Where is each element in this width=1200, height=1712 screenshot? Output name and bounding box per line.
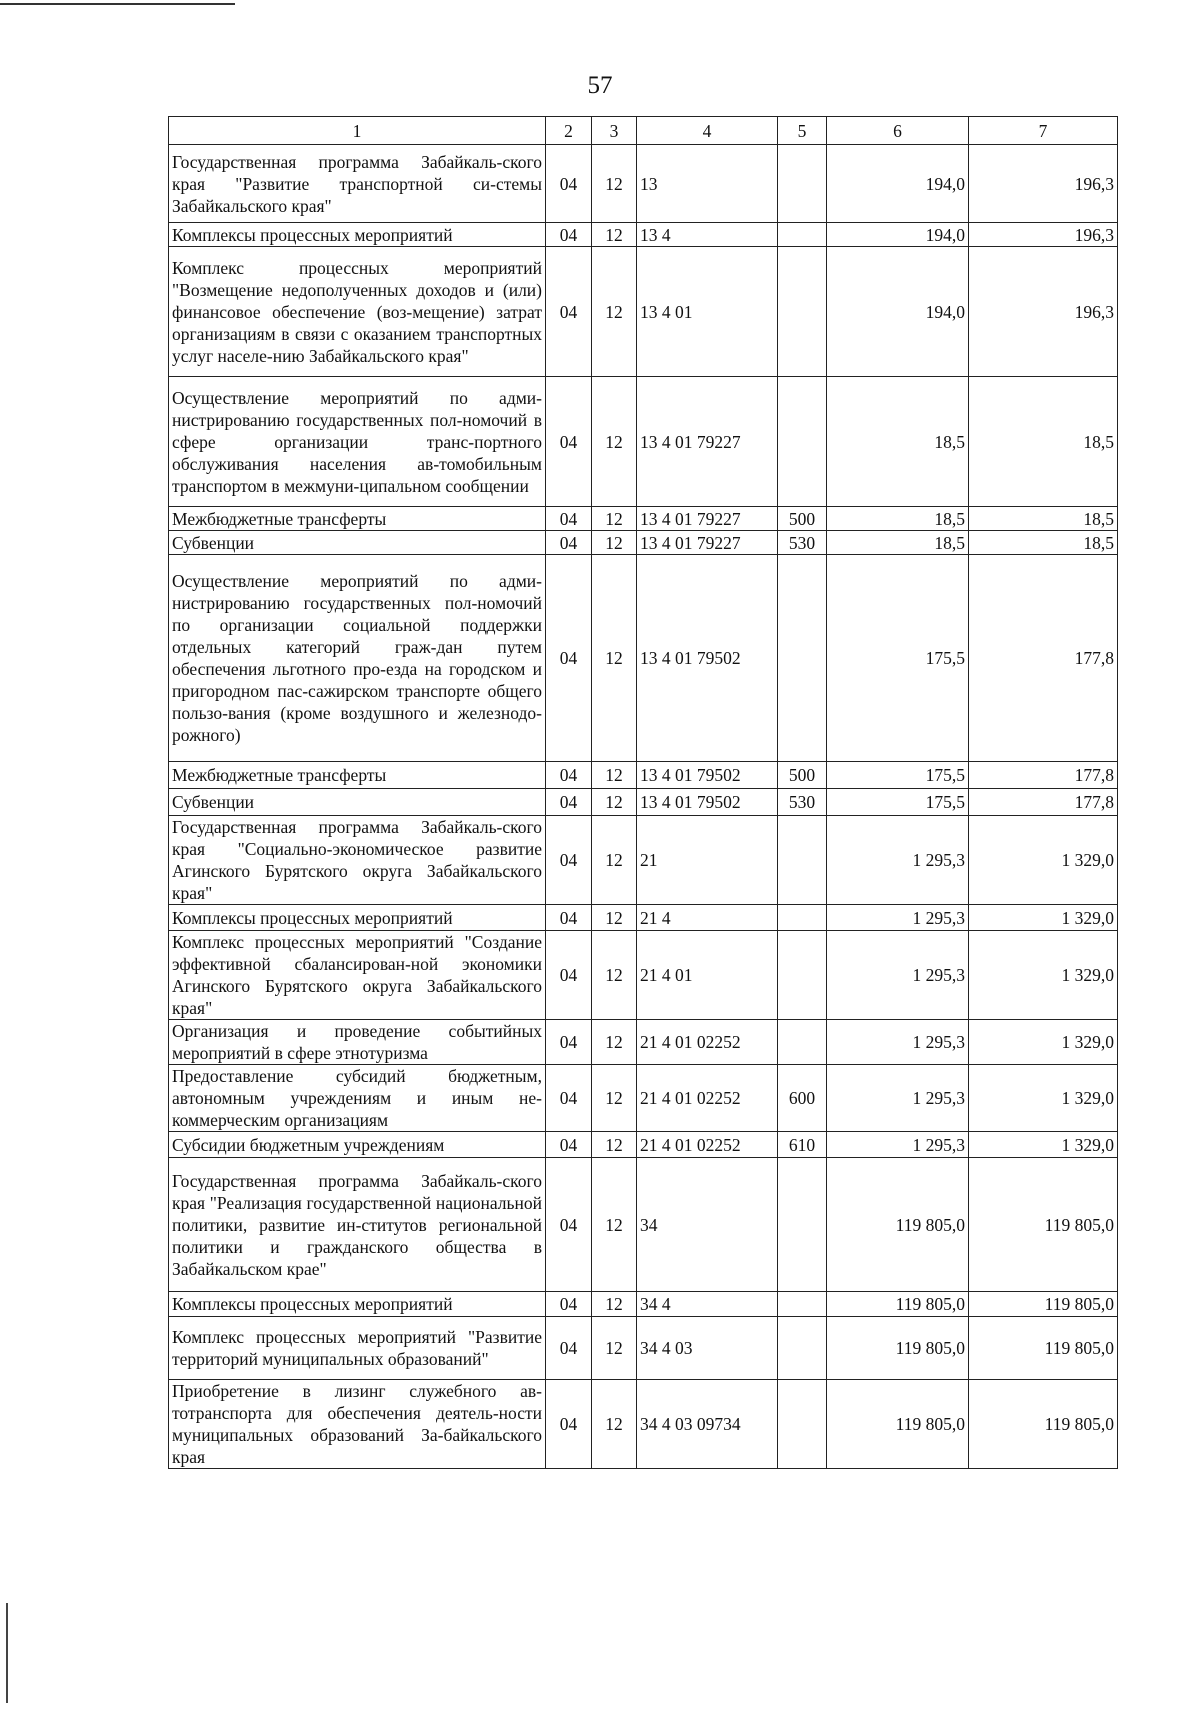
cell-section: 04 bbox=[546, 145, 592, 223]
cell-subsection: 12 bbox=[592, 377, 637, 507]
cell-subsection: 12 bbox=[592, 1132, 637, 1158]
table-row bbox=[169, 905, 1118, 931]
cell-target-code: 13 bbox=[637, 145, 778, 223]
cell-amount-year-2: 196,3 bbox=[969, 223, 1118, 247]
table-row bbox=[169, 377, 1118, 507]
table-row bbox=[169, 1380, 1118, 1469]
cell-expense-type bbox=[778, 1158, 827, 1292]
cell-amount-year-1: 194,0 bbox=[827, 145, 969, 223]
cell-target-code: 21 4 01 02252 bbox=[637, 1132, 778, 1158]
cell-amount-year-1: 175,5 bbox=[827, 555, 969, 762]
cell-section: 04 bbox=[546, 762, 592, 789]
cell-amount-year-2: 119 805,0 bbox=[969, 1158, 1118, 1292]
cell-expense-type bbox=[778, 247, 827, 377]
cell-section: 04 bbox=[546, 905, 592, 931]
cell-subsection: 12 bbox=[592, 1158, 637, 1292]
cell-section: 04 bbox=[546, 377, 592, 507]
table-row bbox=[169, 931, 1118, 1020]
cell-subsection: 12 bbox=[592, 789, 637, 816]
cell-description: Субвенции bbox=[169, 531, 546, 555]
cell-description: Комплекс процессных мероприятий "Создание эффективной сбалансирован-ной экономики Агинского Бурятского округа Забайкальского края" bbox=[169, 931, 546, 1020]
cell-description: Предоставление субсидий бюджетным, автономным учреждениям и иным не-коммерческим организациям bbox=[169, 1065, 546, 1132]
cell-expense-type bbox=[778, 1380, 827, 1469]
header-col-1: 1 bbox=[169, 117, 546, 145]
cell-subsection: 12 bbox=[592, 507, 637, 531]
cell-description: Комплексы процессных мероприятий bbox=[169, 223, 546, 247]
cell-description: Государственная программа Забайкаль-ского края "Социально-экономическое развитие Агинского Бурятского округа Забайкальского края" bbox=[169, 816, 546, 905]
cell-amount-year-2: 177,8 bbox=[969, 762, 1118, 789]
cell-section: 04 bbox=[546, 1132, 592, 1158]
cell-section: 04 bbox=[546, 1292, 592, 1317]
cell-description: Субсидии бюджетным учреждениям bbox=[169, 1132, 546, 1158]
cell-expense-type: 500 bbox=[778, 507, 827, 531]
cell-amount-year-2: 177,8 bbox=[969, 555, 1118, 762]
table-row bbox=[169, 1292, 1118, 1317]
cell-amount-year-2: 1 329,0 bbox=[969, 816, 1118, 905]
cell-section: 04 bbox=[546, 816, 592, 905]
cell-subsection: 12 bbox=[592, 1317, 637, 1380]
table-row bbox=[169, 145, 1118, 223]
cell-subsection: 12 bbox=[592, 247, 637, 377]
table-row bbox=[169, 1020, 1118, 1065]
cell-amount-year-1: 1 295,3 bbox=[827, 1065, 969, 1132]
cell-amount-year-1: 1 295,3 bbox=[827, 931, 969, 1020]
cell-target-code: 13 4 01 79227 bbox=[637, 507, 778, 531]
table-row bbox=[169, 789, 1118, 816]
cell-target-code: 13 4 01 bbox=[637, 247, 778, 377]
cell-target-code: 13 4 01 79502 bbox=[637, 789, 778, 816]
cell-amount-year-2: 177,8 bbox=[969, 789, 1118, 816]
cell-expense-type: 530 bbox=[778, 789, 827, 816]
table-row bbox=[169, 531, 1118, 555]
cell-section: 04 bbox=[546, 1065, 592, 1132]
cell-expense-type bbox=[778, 223, 827, 247]
cell-target-code: 34 4 bbox=[637, 1292, 778, 1317]
cell-expense-type: 500 bbox=[778, 762, 827, 789]
cell-amount-year-1: 18,5 bbox=[827, 531, 969, 555]
header-col-2: 2 bbox=[546, 117, 592, 145]
cell-target-code: 13 4 01 79502 bbox=[637, 762, 778, 789]
cell-amount-year-2: 1 329,0 bbox=[969, 1065, 1118, 1132]
cell-amount-year-1: 194,0 bbox=[827, 247, 969, 377]
cell-expense-type: 530 bbox=[778, 531, 827, 555]
cell-section: 04 bbox=[546, 1380, 592, 1469]
cell-section: 04 bbox=[546, 507, 592, 531]
top-scan-line bbox=[0, 3, 235, 5]
cell-description: Комплекс процессных мероприятий "Возмещение недополученных доходов и (или) финансовое обеспечение (воз-мещение) затрат организациям в связи с оказанием транспортных услуг населе-нию Забайкальского края" bbox=[169, 247, 546, 377]
cell-section: 04 bbox=[546, 1158, 592, 1292]
header-col-6: 6 bbox=[827, 117, 969, 145]
cell-amount-year-2: 196,3 bbox=[969, 145, 1118, 223]
cell-subsection: 12 bbox=[592, 816, 637, 905]
cell-target-code: 13 4 01 79502 bbox=[637, 555, 778, 762]
cell-amount-year-2: 1 329,0 bbox=[969, 1132, 1118, 1158]
table-row bbox=[169, 816, 1118, 905]
cell-subsection: 12 bbox=[592, 223, 637, 247]
cell-description: Комплексы процессных мероприятий bbox=[169, 1292, 546, 1317]
cell-target-code: 34 bbox=[637, 1158, 778, 1292]
cell-expense-type bbox=[778, 816, 827, 905]
cell-subsection: 12 bbox=[592, 1380, 637, 1469]
cell-amount-year-2: 196,3 bbox=[969, 247, 1118, 377]
cell-amount-year-1: 119 805,0 bbox=[827, 1158, 969, 1292]
cell-section: 04 bbox=[546, 789, 592, 816]
cell-subsection: 12 bbox=[592, 905, 637, 931]
table-row bbox=[169, 507, 1118, 531]
table-row bbox=[169, 555, 1118, 762]
cell-target-code: 21 4 01 02252 bbox=[637, 1065, 778, 1132]
header-col-4: 4 bbox=[637, 117, 778, 145]
cell-target-code: 34 4 03 09734 bbox=[637, 1380, 778, 1469]
cell-subsection: 12 bbox=[592, 762, 637, 789]
cell-subsection: 12 bbox=[592, 531, 637, 555]
cell-subsection: 12 bbox=[592, 145, 637, 223]
cell-description: Организация и проведение событийных мероприятий в сфере этнотуризма bbox=[169, 1020, 546, 1065]
cell-amount-year-1: 175,5 bbox=[827, 762, 969, 789]
table-row bbox=[169, 247, 1118, 377]
cell-section: 04 bbox=[546, 1317, 592, 1380]
cell-amount-year-1: 119 805,0 bbox=[827, 1317, 969, 1380]
cell-description: Комплексы процессных мероприятий bbox=[169, 905, 546, 931]
cell-description: Государственная программа Забайкаль-ского края "Развитие транспортной си-стемы Забайкальского края" bbox=[169, 145, 546, 223]
cell-target-code: 13 4 bbox=[637, 223, 778, 247]
page-number: 57 bbox=[587, 72, 613, 99]
cell-amount-year-2: 119 805,0 bbox=[969, 1380, 1118, 1469]
table-row bbox=[169, 1132, 1118, 1158]
cell-target-code: 21 4 01 02252 bbox=[637, 1020, 778, 1065]
cell-subsection: 12 bbox=[592, 1020, 637, 1065]
cell-expense-type bbox=[778, 1317, 827, 1380]
table-row bbox=[169, 762, 1118, 789]
cell-target-code: 21 4 01 bbox=[637, 931, 778, 1020]
cell-amount-year-1: 175,5 bbox=[827, 789, 969, 816]
header-row bbox=[169, 117, 1118, 145]
cell-target-code: 21 bbox=[637, 816, 778, 905]
cell-section: 04 bbox=[546, 555, 592, 762]
left-margin-line bbox=[6, 1603, 8, 1703]
table-row bbox=[169, 1317, 1118, 1380]
cell-amount-year-2: 18,5 bbox=[969, 507, 1118, 531]
cell-section: 04 bbox=[546, 223, 592, 247]
header-col-5: 5 bbox=[778, 117, 827, 145]
cell-description: Осуществление мероприятий по адми-нистрированию государственных пол-номочий по организации социальной поддержки отдельных категорий граж-дан путем обеспечения льготного про-езда на городском и пригородном пас-сажирском транспорте общего пользо-вания (кроме воздушного и железнодо-рожного) bbox=[169, 555, 546, 762]
cell-amount-year-1: 18,5 bbox=[827, 507, 969, 531]
table-row bbox=[169, 1158, 1118, 1292]
cell-description: Приобретение в лизинг служебного ав-тотранспорта для обеспечения деятель-ности муниципальных образований За-байкальского края bbox=[169, 1380, 546, 1469]
cell-section: 04 bbox=[546, 1020, 592, 1065]
cell-expense-type bbox=[778, 377, 827, 507]
cell-expense-type: 610 bbox=[778, 1132, 827, 1158]
cell-expense-type bbox=[778, 1292, 827, 1317]
cell-amount-year-2: 119 805,0 bbox=[969, 1317, 1118, 1380]
cell-amount-year-2: 18,5 bbox=[969, 531, 1118, 555]
cell-amount-year-1: 1 295,3 bbox=[827, 905, 969, 931]
cell-description: Субвенции bbox=[169, 789, 546, 816]
cell-target-code: 34 4 03 bbox=[637, 1317, 778, 1380]
cell-expense-type bbox=[778, 145, 827, 223]
cell-target-code: 21 4 bbox=[637, 905, 778, 931]
cell-expense-type bbox=[778, 905, 827, 931]
cell-section: 04 bbox=[546, 531, 592, 555]
cell-target-code: 13 4 01 79227 bbox=[637, 531, 778, 555]
cell-description: Государственная программа Забайкаль-ского края "Реализация государственной национальной политики, развитие ин-ститутов региональной политики и гражданского общества в Забайкальском крае" bbox=[169, 1158, 546, 1292]
cell-expense-type bbox=[778, 931, 827, 1020]
cell-amount-year-1: 119 805,0 bbox=[827, 1292, 969, 1317]
cell-amount-year-1: 194,0 bbox=[827, 223, 969, 247]
header-col-3: 3 bbox=[592, 117, 637, 145]
cell-expense-type bbox=[778, 555, 827, 762]
cell-subsection: 12 bbox=[592, 1065, 637, 1132]
cell-amount-year-1: 119 805,0 bbox=[827, 1380, 969, 1469]
cell-description: Межбюджетные трансферты bbox=[169, 762, 546, 789]
cell-amount-year-2: 1 329,0 bbox=[969, 1020, 1118, 1065]
cell-subsection: 12 bbox=[592, 1292, 637, 1317]
cell-amount-year-1: 1 295,3 bbox=[827, 816, 969, 905]
cell-amount-year-1: 18,5 bbox=[827, 377, 969, 507]
cell-description: Межбюджетные трансферты bbox=[169, 507, 546, 531]
budget-table bbox=[168, 116, 1118, 1469]
cell-section: 04 bbox=[546, 247, 592, 377]
table-row bbox=[169, 1065, 1118, 1132]
cell-amount-year-1: 1 295,3 bbox=[827, 1132, 969, 1158]
cell-amount-year-1: 1 295,3 bbox=[827, 1020, 969, 1065]
cell-amount-year-2: 119 805,0 bbox=[969, 1292, 1118, 1317]
cell-description: Осуществление мероприятий по адми-нистрированию государственных пол-номочий в сфере организации транс-портного обслуживания населения ав-томобильным транспортом в межмуни-ципальном сообщении bbox=[169, 377, 546, 507]
cell-amount-year-2: 1 329,0 bbox=[969, 905, 1118, 931]
cell-section: 04 bbox=[546, 931, 592, 1020]
cell-subsection: 12 bbox=[592, 931, 637, 1020]
cell-amount-year-2: 1 329,0 bbox=[969, 931, 1118, 1020]
table-row bbox=[169, 223, 1118, 247]
cell-amount-year-2: 18,5 bbox=[969, 377, 1118, 507]
cell-target-code: 13 4 01 79227 bbox=[637, 377, 778, 507]
header-col-7: 7 bbox=[969, 117, 1118, 145]
cell-expense-type: 600 bbox=[778, 1065, 827, 1132]
cell-subsection: 12 bbox=[592, 555, 637, 762]
cell-expense-type bbox=[778, 1020, 827, 1065]
cell-description: Комплекс процессных мероприятий "Развитие территорий муниципальных образований" bbox=[169, 1317, 546, 1380]
